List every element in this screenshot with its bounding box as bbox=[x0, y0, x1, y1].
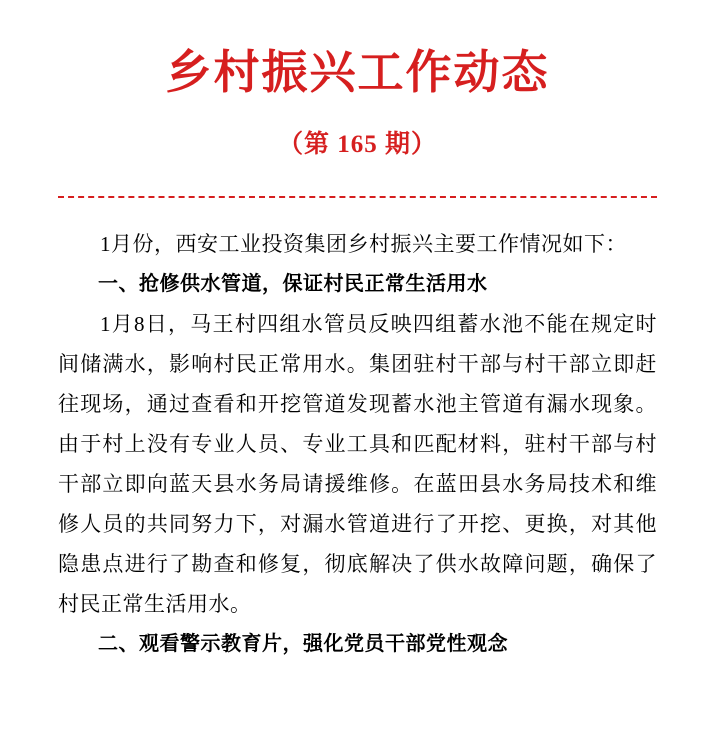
document-page bbox=[0, 44, 715, 732]
section-heading-two: 二、观看警示教育片，强化党员干部党性观念 bbox=[98, 632, 508, 655]
document-issue-number: （第 165 期） bbox=[277, 130, 437, 158]
section-heading-one: 一、抢修供水管道，保证村民正常生活用水 bbox=[98, 272, 488, 295]
header-divider bbox=[58, 192, 657, 202]
document-body bbox=[58, 224, 657, 664]
body-paragraph: 1月份，西安工业投资集团乡村振兴主要工作情况如下： bbox=[100, 231, 627, 256]
body-paragraph: 1月8日，马王村四组水管员反映四组蓄水池不能在规定时间储满水，影响村民正常用水。集团驻村干部与村干部立即赶往现场，通过查看和开挖管道发现蓄水池主管道有漏水现象。由于村上没有专业人员、专业工具和匹配材料，驻村干部与村干部立即向蓝天县水务局请援维修。在蓝田县水务局技术和维修人员的共同努力下，对漏水管道进行了开挖、更换，对其他隐患点进行了勘查和修复，彻底解决了供水故障问题，确保了村民正常生活用水。 bbox=[58, 311, 657, 616]
document-title: 乡村振兴工作动态 bbox=[165, 47, 550, 98]
dashed-rule bbox=[58, 196, 657, 198]
